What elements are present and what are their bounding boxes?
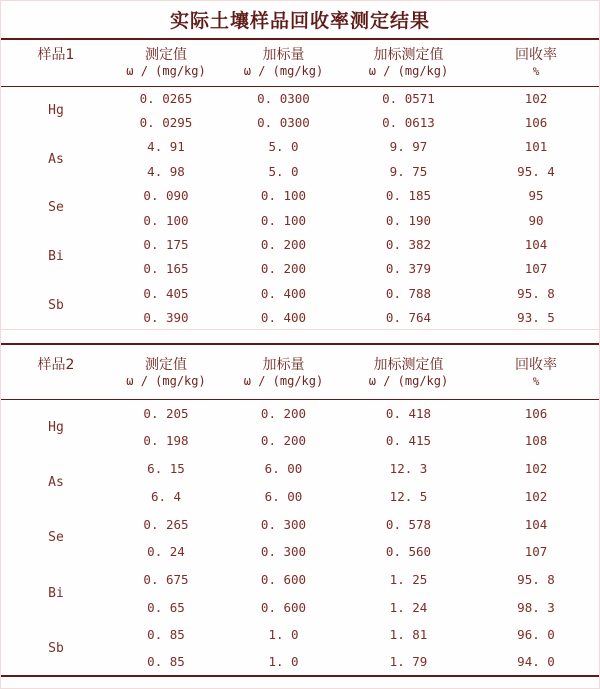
element-symbol: Sb — [48, 297, 64, 313]
spiked-measured-value: 9. 75 — [389, 163, 428, 179]
table-row — [1, 399, 600, 427]
spiked-measured-value: 0. 415 — [385, 433, 432, 449]
column-unit: ω / (mg/kg) — [368, 64, 449, 79]
header-row — [1, 39, 600, 86]
element-symbol: Hg — [48, 419, 64, 435]
column-header-spiked-measured — [346, 39, 471, 86]
measured-value: 6. 15 — [147, 461, 185, 477]
spiked-amount: 6. 00 — [264, 488, 303, 504]
recovery-rate: 90 — [528, 212, 544, 228]
spiked-measured-value: 12. 3 — [389, 461, 428, 477]
column-unit: ω / (mg/kg) — [368, 373, 449, 388]
column-unit: ω / (mg/kg) — [126, 373, 206, 388]
sample-label-text: 样品2 — [37, 356, 75, 373]
measured-value: 0. 405 — [143, 285, 189, 301]
recovery-rate: 95. 8 — [517, 285, 555, 301]
spiked-measured-value: 0. 0571 — [382, 90, 435, 106]
recovery-rate: 102 — [524, 488, 548, 504]
spiked-amount: 5. 0 — [268, 139, 299, 155]
column-unit: % — [532, 65, 540, 79]
spiked-amount: 0. 200 — [260, 406, 307, 421]
spiked-measured-value: 12. 5 — [389, 488, 428, 504]
sample-label-sub — [1, 374, 111, 389]
recovery-rate: 93. 5 — [517, 309, 555, 325]
recovery-rate: 108 — [524, 433, 548, 449]
recovery-rate: 95. 4 — [517, 163, 555, 179]
element-symbol: Se — [48, 530, 64, 546]
spiked-measured-value: 0. 560 — [385, 544, 432, 560]
measured-value: 0. 175 — [143, 237, 189, 253]
column-label: 加标量 — [262, 47, 305, 64]
column-label: 加标测定值 — [373, 47, 444, 64]
spiked-measured-value: 1. 79 — [389, 654, 428, 670]
element-symbol: As — [48, 474, 64, 490]
sample-2-header — [1, 344, 600, 399]
column-label: 回收率 — [515, 47, 557, 64]
measured-value: 0. 205 — [143, 406, 189, 421]
element-symbol: Bi — [48, 249, 64, 265]
column-unit: ω / (mg/kg) — [243, 64, 324, 79]
sample-1-body — [1, 86, 600, 330]
measured-value: 0. 198 — [143, 433, 189, 449]
spiked-amount: 5. 0 — [268, 163, 299, 179]
table-row — [1, 566, 600, 594]
table-row — [1, 281, 600, 305]
spiked-measured-value: 1. 25 — [389, 571, 428, 587]
measured-value: 0. 675 — [143, 571, 189, 587]
column-unit: ω / (mg/kg) — [126, 64, 206, 79]
sample-label — [1, 39, 111, 86]
column-header-measured — [111, 344, 221, 399]
column-label: 测定值 — [145, 356, 187, 373]
measured-value: 0. 0295 — [139, 115, 193, 131]
sample-2-table — [1, 343, 600, 677]
measured-value: 6. 4 — [150, 488, 182, 504]
recovery-rate: 104 — [524, 237, 548, 253]
spiked-measured-value: 0. 578 — [385, 516, 432, 532]
spiked-amount: 0. 300 — [260, 544, 307, 560]
measured-value: 0. 85 — [147, 654, 185, 670]
table-row — [1, 184, 600, 208]
spiked-amount: 0. 0300 — [257, 115, 310, 131]
measured-value: 0. 265 — [143, 516, 189, 532]
spiked-measured-value: 0. 788 — [385, 285, 432, 301]
spiked-measured-value: 1. 81 — [389, 627, 428, 643]
spiked-amount: 0. 400 — [260, 309, 307, 325]
element-symbol: As — [48, 151, 64, 167]
page-title: 实际土壤样品回收率测定结果 — [169, 10, 430, 32]
measured-value: 0. 165 — [143, 261, 189, 277]
spiked-measured-value: 0. 0613 — [382, 115, 435, 131]
spiked-amount: 1. 0 — [268, 654, 299, 670]
column-header-spiked-measured — [346, 344, 471, 399]
sample-2-body — [1, 399, 600, 676]
recovery-rate: 102 — [524, 90, 548, 106]
spiked-measured-value: 1. 24 — [389, 599, 428, 615]
spiked-measured-value: 0. 418 — [385, 406, 432, 421]
recovery-rate: 94. 0 — [517, 654, 555, 670]
recovery-rate: 107 — [524, 544, 548, 560]
spiked-amount: 0. 200 — [260, 433, 307, 449]
column-label: 测定值 — [145, 47, 187, 64]
sample-1-table — [1, 38, 600, 330]
recovery-rate: 98. 3 — [517, 599, 555, 615]
recovery-rate: 101 — [524, 139, 548, 155]
measured-value: 0. 390 — [143, 309, 189, 325]
column-label: 加标量 — [262, 356, 305, 373]
recovery-rate: 106 — [524, 115, 548, 131]
column-header-measured — [111, 39, 221, 86]
element-symbol: Se — [48, 200, 64, 216]
header-row — [1, 344, 600, 399]
column-header-recovery — [471, 344, 600, 399]
spiked-amount: 0. 200 — [260, 237, 307, 253]
column-label: 加标测定值 — [373, 356, 444, 373]
recovery-rate: 95 — [528, 188, 544, 204]
recovery-rate: 106 — [524, 406, 548, 421]
column-unit: ω / (mg/kg) — [243, 373, 324, 388]
recovery-rate: 95. 8 — [517, 571, 555, 587]
spiked-measured-value: 0. 185 — [385, 188, 432, 204]
spiked-measured-value: 0. 190 — [385, 212, 432, 228]
table-row — [1, 621, 600, 649]
sample-label-text: 样品1 — [37, 47, 75, 64]
measured-value: 4. 91 — [147, 139, 185, 155]
measured-value: 0. 0265 — [139, 90, 193, 106]
spiked-measured-value: 0. 379 — [385, 261, 432, 277]
recovery-rate: 102 — [524, 461, 548, 477]
recovery-rate: 96. 0 — [517, 627, 555, 643]
spiked-measured-value: 0. 764 — [385, 309, 432, 325]
element-symbol: Sb — [48, 640, 64, 656]
measured-value: 0. 85 — [147, 627, 185, 643]
table-row — [1, 232, 600, 256]
recovery-rate: 104 — [524, 516, 548, 532]
element-symbol: Hg — [48, 103, 64, 119]
table-row — [1, 135, 600, 159]
spiked-amount: 1. 0 — [268, 627, 299, 643]
column-header-recovery — [471, 39, 600, 86]
table-row — [1, 455, 600, 483]
spiked-amount: 0. 100 — [260, 212, 307, 228]
measured-value: 0. 090 — [143, 188, 189, 204]
column-unit: % — [532, 374, 540, 388]
element-symbol: Bi — [48, 585, 64, 601]
spiked-amount: 0. 100 — [260, 188, 307, 204]
spiked-amount: 6. 00 — [264, 461, 303, 477]
spiked-amount: 0. 400 — [260, 285, 307, 301]
recovery-rate: 107 — [524, 261, 548, 277]
column-header-spiked — [221, 344, 346, 399]
measured-value: 4. 98 — [147, 163, 185, 179]
spiked-amount: 0. 600 — [260, 571, 307, 587]
table-row — [1, 86, 600, 110]
measured-value: 0. 100 — [143, 212, 189, 228]
spiked-amount: 0. 300 — [260, 516, 307, 532]
spiked-measured-value: 0. 382 — [385, 237, 432, 253]
spiked-amount: 0. 0300 — [257, 90, 310, 106]
column-label: 回收率 — [515, 356, 557, 373]
sample-label — [1, 344, 111, 399]
table-row — [1, 510, 600, 538]
column-header-spiked — [221, 39, 346, 86]
sample-1-header — [1, 39, 600, 86]
sample-label-sub — [1, 64, 111, 79]
spiked-measured-value: 9. 97 — [389, 139, 428, 155]
measured-value: 0. 24 — [147, 544, 185, 560]
spiked-amount: 0. 600 — [260, 599, 307, 615]
spiked-amount: 0. 200 — [260, 261, 307, 277]
measured-value: 0. 65 — [147, 599, 185, 615]
